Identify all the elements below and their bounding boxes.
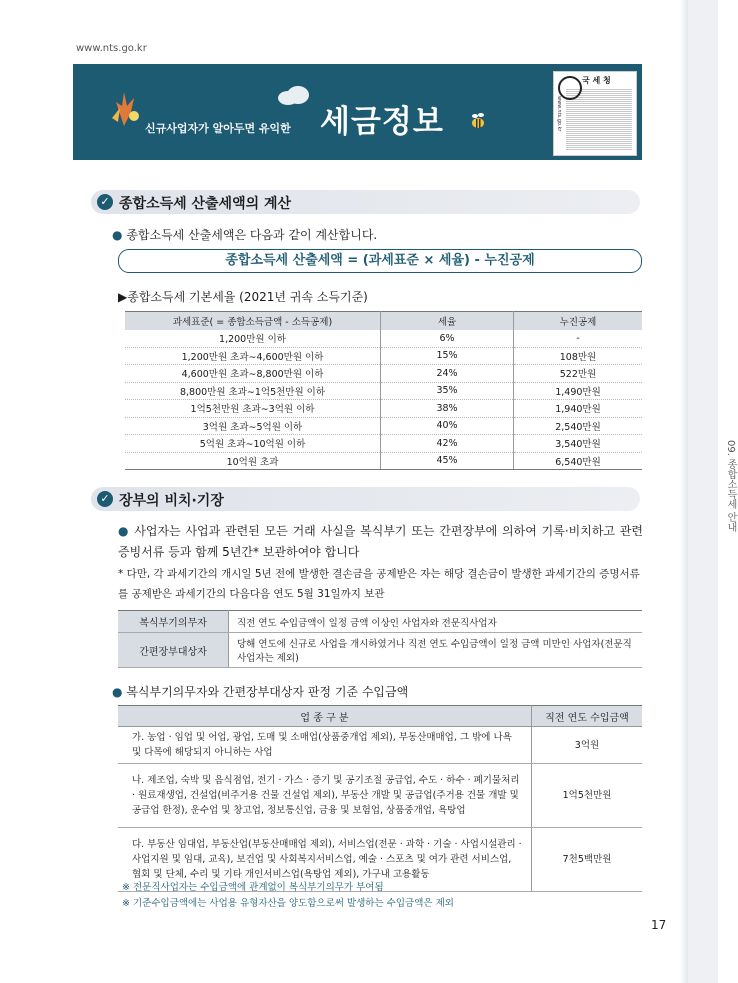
bookkeeping-paragraph — [118, 521, 643, 563]
retention-note: * 다만, 각 과세기간의 개시일 5년 전에 발생한 결손금을 공제받은 자는 해당 결손금이 발생한 과세기간의 증명서류를 공제받은 과세기간의 다음다음 연도 5월 31일까지 보관 — [118, 568, 640, 600]
side-chapter-label: 09. 종합소득세 안내 — [725, 440, 736, 533]
bullet-text: 종합소득세 산출세액은 다음과 같이 계산합니다. — [126, 228, 378, 242]
bee-icon — [468, 110, 488, 132]
type-description: 직전 연도 수입금액이 일정 금액 이상인 사업자와 전문직사업자 — [229, 611, 643, 633]
table-row — [118, 764, 642, 828]
cell-bracket: 3억원 초과∼5억원 이하 — [125, 417, 381, 435]
section-title: 종합소득세 산출세액의 계산 — [119, 196, 292, 212]
check-circle-icon: ✓ — [97, 194, 113, 210]
table-row — [125, 452, 642, 470]
check-circle-icon: ✓ — [97, 491, 113, 507]
type-description: 당해 연도에 신규로 사업을 개시하였거나 직전 연도 수입금액이 일정 금액 미만인 사업자(전문직사업자는 제외) — [229, 633, 643, 668]
cell-bracket: 4,600만원 초과∼8,800만원 이하 — [125, 365, 381, 383]
flower-decoration-icon — [104, 88, 144, 128]
type-label: 간편장부대상자 — [118, 633, 229, 668]
cell-bracket: 1,200만원 초과∼4,600만원 이하 — [125, 347, 381, 365]
cell-rate: 45% — [381, 452, 514, 470]
table-row — [118, 727, 642, 764]
cell-rate: 35% — [381, 382, 514, 400]
section-header-tax-calculation — [91, 190, 640, 214]
table-header-row — [125, 312, 642, 331]
cell-bracket: 1억5천만원 초과∼3억원 이하 — [125, 400, 381, 418]
cell-rate: 15% — [381, 347, 514, 365]
cell-deduction: 522만원 — [514, 365, 643, 383]
cell-deduction: 1,490만원 — [514, 382, 643, 400]
industry-description: 나. 제조업, 숙박 및 음식점업, 전기 · 가스 · 증기 및 공기조절 공급업, 수도 · 하수 · 폐기물처리 · 원료재생업, 건설업(비주거용 건물 건설업 제외), 부동산 개발 및 공급업(주거용 건물 개발 및 공급업 한정), 운수업 및 창고업, 정보통신업, 금융 및 보험업, 상품중개업, 욕탕업 — [118, 764, 532, 828]
bullet-item — [112, 683, 408, 700]
newspaper-title: 국 세 청 — [582, 76, 611, 85]
revenue-amount: 1억5천만원 — [532, 764, 643, 828]
type-label: 복식부기의무자 — [118, 611, 229, 633]
column-header: 과세표준( = 종합소득금액 - 소득공제) — [125, 312, 381, 331]
bullet-dot-icon: ● — [112, 228, 123, 242]
cell-deduction: 108만원 — [514, 347, 643, 365]
footnote: ※ 전문직사업자는 수입금액에 관계없이 복식부기의무가 부여됨 — [122, 882, 384, 893]
section-header-bookkeeping — [91, 487, 640, 511]
table-row — [118, 611, 642, 633]
industry-description: 가. 농업 · 임업 및 어업, 광업, 도매 및 소매업(상품중개업 제외), 부동산매매업, 그 밖에 나욕 및 다목에 해당되지 아니하는 사업 — [118, 727, 532, 764]
table-row — [125, 330, 642, 347]
table-row — [125, 435, 642, 453]
footnote: ※ 기준수입금액에는 사업용 유형자산을 양도함으로써 발생하는 수입금액은 제외 — [122, 898, 454, 909]
cell-bracket: 5억원 초과∼10억원 이하 — [125, 435, 381, 453]
column-header: 누진공제 — [514, 312, 643, 331]
cell-deduction: - — [514, 330, 643, 347]
cell-bracket: 8,800만원 초과∼1억5천만원 이하 — [125, 382, 381, 400]
newspaper-thumbnail — [553, 71, 637, 156]
revenue-criteria-table — [118, 705, 642, 892]
section-title: 장부의 비치·기장 — [119, 493, 224, 509]
table-row — [125, 400, 642, 418]
tax-formula: 종합소득세 산출세액 = (과세표준 × 세율) - 누진공제 — [118, 249, 642, 273]
cell-rate: 42% — [381, 435, 514, 453]
table-row — [125, 347, 642, 365]
paragraph-text: 사업자는 사업과 관련된 모든 거래 사실을 복식부기 또는 간편장부에 의하여 기록·비치하고 관련 증빙서류 등과 함께 5년간* 보관하여야 합니다 — [118, 524, 643, 559]
tax-rate-table — [125, 311, 642, 470]
revenue-amount: 3억원 — [532, 727, 643, 764]
bullet-dot-icon: ● — [112, 685, 123, 699]
cell-deduction: 3,540만원 — [514, 435, 643, 453]
revenue-amount: 7천5백만원 — [532, 828, 643, 892]
column-header: 세율 — [381, 312, 514, 331]
cell-rate: 38% — [381, 400, 514, 418]
cell-rate: 40% — [381, 417, 514, 435]
table-row — [118, 633, 642, 668]
bullet-item — [112, 226, 377, 243]
table-row — [125, 382, 642, 400]
table-header-row — [118, 706, 642, 727]
site-url: www.nts.go.kr — [76, 43, 147, 54]
bookkeeping-type-table — [118, 610, 642, 668]
table-row — [125, 365, 642, 383]
page-number: 17 — [651, 918, 667, 932]
cell-deduction: 1,940만원 — [514, 400, 643, 418]
cloud-icon — [274, 84, 314, 106]
cell-deduction: 2,540만원 — [514, 417, 643, 435]
cell-deduction: 6,540만원 — [514, 452, 643, 470]
banner-subtitle: 신규사업자가 알아두면 유익한 — [145, 122, 291, 135]
bullet-dot-icon: ● — [118, 524, 130, 538]
cell-rate: 6% — [381, 330, 514, 347]
cell-bracket: 1,200만원 이하 — [125, 330, 381, 347]
banner-title: 세금정보 — [320, 104, 444, 140]
table-row — [125, 417, 642, 435]
column-header: 업 종 구 분 — [118, 706, 532, 727]
bullet-text: 복식부기의무자와 간편장부대상자 판정 기준 수입금액 — [126, 685, 409, 699]
cell-bracket: 10억원 초과 — [125, 452, 381, 470]
newspaper-side-url: www.nts.go.kr — [556, 96, 562, 132]
industry-description: 다. 부동산 임대업, 부동산업(부동산매매업 제외), 서비스업(전문 · 과학 · 기술 · 사업시설관리 · 사업지원 및 임대, 교육), 보건업 및 사회복지서비스업, 예술 · 스포츠 및 여가 관련 서비스업, 협회 및 단체, 수리 및 기타 개인서비스업(욕탕업 제외), 가구내 고용활동 — [118, 828, 532, 892]
cell-rate: 24% — [381, 365, 514, 383]
table-caption: ▶종합소득세 기본세율 (2021년 귀속 소득기준) — [118, 290, 368, 304]
column-header: 직전 연도 수입금액 — [532, 706, 643, 727]
